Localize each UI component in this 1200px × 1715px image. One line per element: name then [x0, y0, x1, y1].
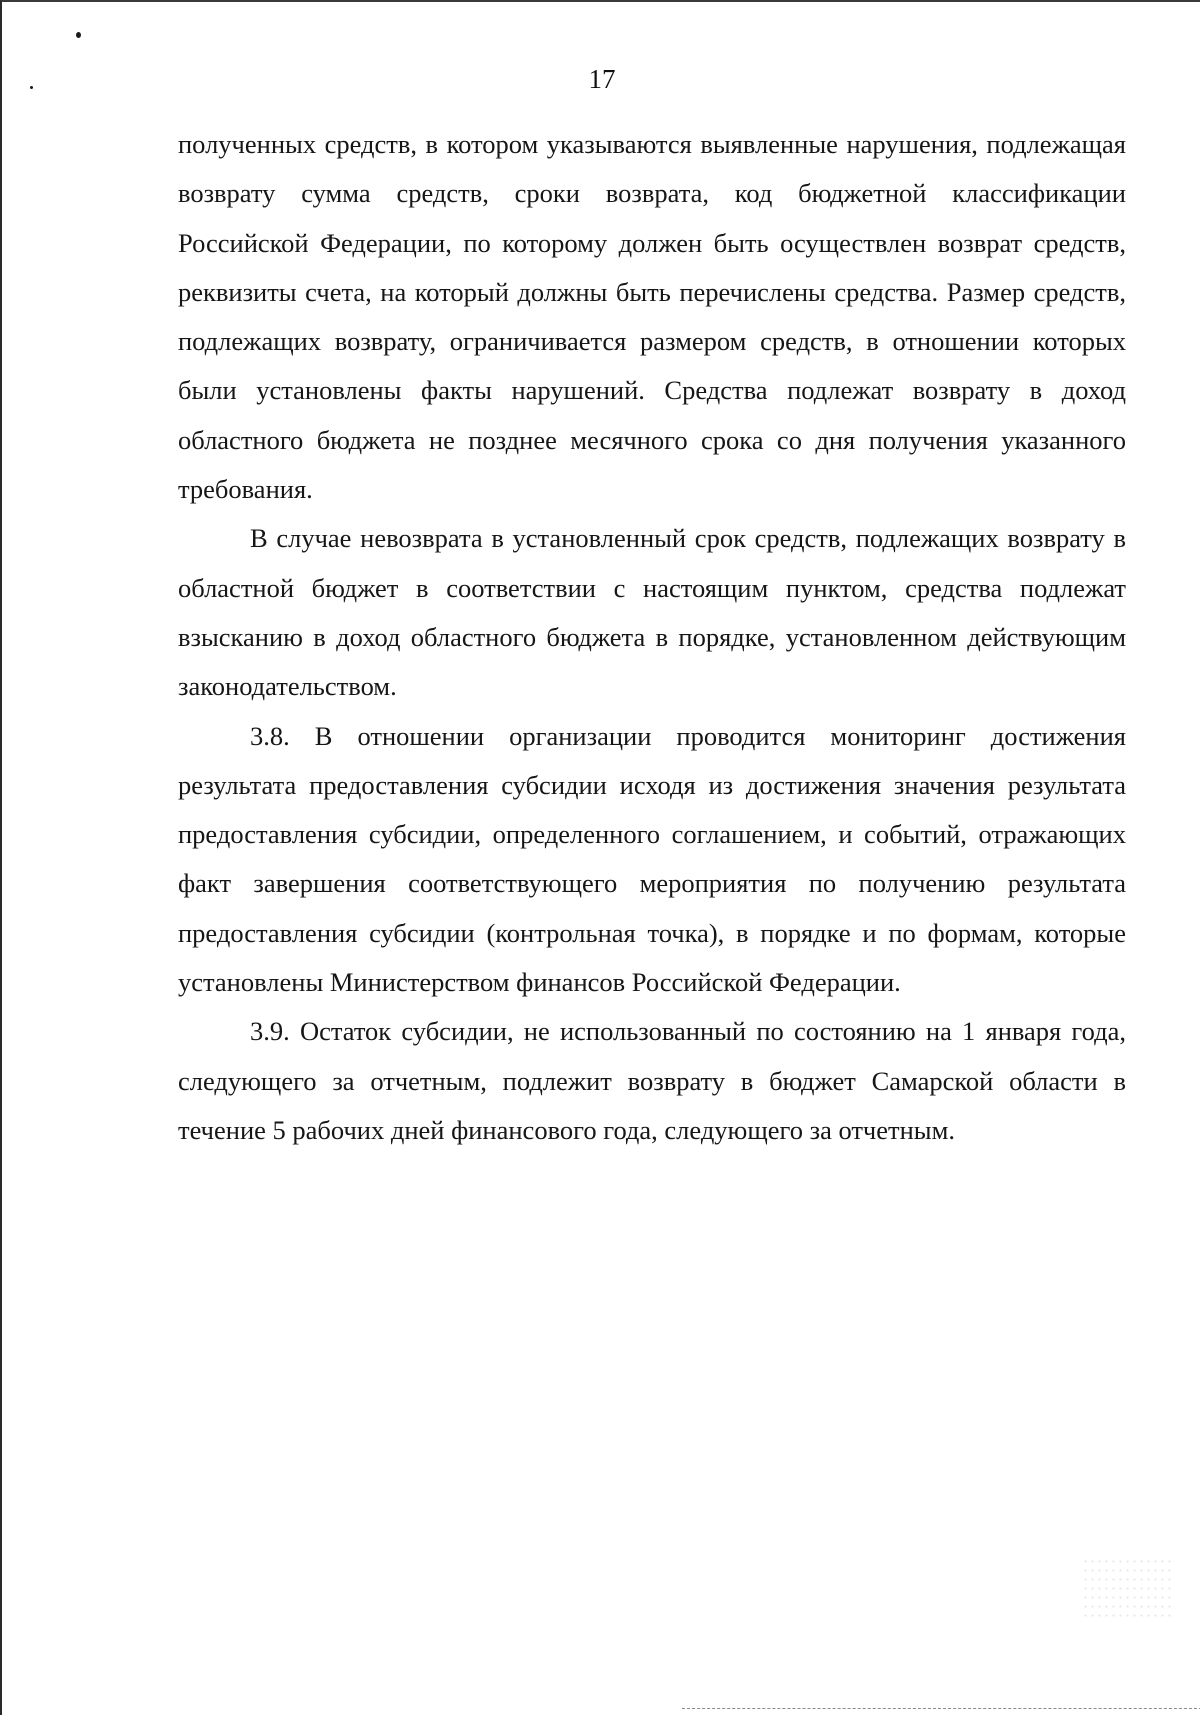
paragraph-3-9-remainder: 3.9. Остаток субсидии, не использованный по состоянию на 1 января года, следующего за отчетным, подлежит возврату в бюджет Самарской области в течение 5 рабочих дней финансового года, следующего за отчетным. — [178, 1016, 1126, 1145]
scan-speck — [76, 32, 81, 38]
paragraph-continuation: полученных средств, в котором указываются выявленные нарушения, подлежащая возврату сумма средств, сроки возврата, код бюджетной классификации Российской Федерации, по которому должен быть осуществлен возврат средств, реквизиты счета, на который должны быть перечислены средства. Размер средств, подлежащих возврату, ограничивается размером средств, в отношении которых были установлены факты нарушений. Средства подлежат возврату в доход областного бюджета не позднее месячного срока со дня получения указанного требования. — [178, 129, 1126, 505]
paragraph-3-8-monitoring: 3.8. В отношении организации проводится мониторинг достижения результата предоставления субсидии исходя из достижения значения результата предоставления субсидии, определенного соглашением, и событий, отражающих факт завершения соответствующего мероприятия по получению результата предоставления субсидии (контрольная точка), в порядке и по формам, которые установлены Министерством финансов Российской Федерации. — [178, 720, 1126, 998]
page-number: 17 — [588, 64, 616, 94]
scan-noise — [1082, 1557, 1172, 1617]
document-body — [178, 120, 1126, 1155]
paragraph-non-return: В случае невозврата в установленный срок средств, подлежащих возврату в областной бюджет в соответствии с настоящим пунктом, средства подлежат взысканию в доход областного бюджета в порядке, установленном действующим законодательством. — [178, 523, 1126, 702]
page-edge-line — [682, 1708, 1200, 1709]
